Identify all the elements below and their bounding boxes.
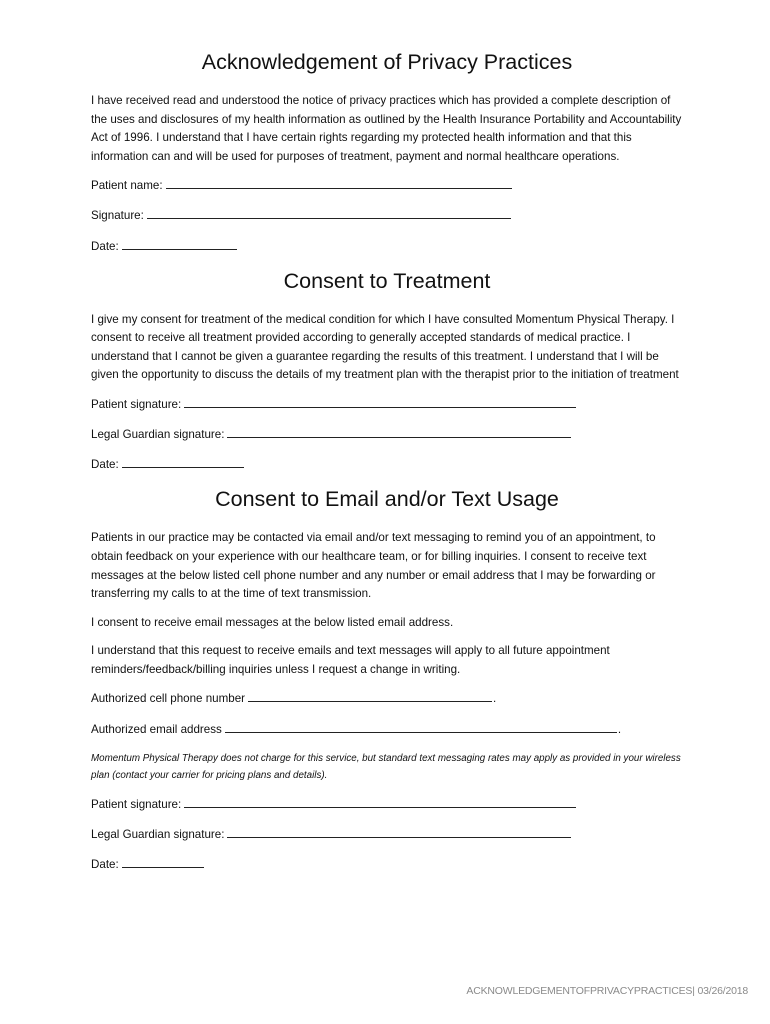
cell-phone-label: Authorized cell phone number [91, 692, 246, 706]
privacy-practices-title: Acknowledgement of Privacy Practices [201, 50, 573, 74]
email-text-paragraph-3: I understand that this request to receive emails and text messages will apply to all future appointment reminders/feedback/billing inquiries unless I request a change in writing. [91, 644, 610, 676]
email-guardian-signature-field[interactable] [91, 825, 683, 845]
treatment-date-label: Date: [91, 458, 119, 472]
cell-phone-trail: . [493, 692, 497, 706]
treatment-date-field[interactable] [91, 455, 683, 475]
privacy-practices-paragraph: I have received read and understood the notice of privacy practices which has provided a complete description of the uses and disclosures of my health information as outlined by the Health Insurance Portability and Accountability Act of 1996. I understand that I have certain rights regarding my protected health information and that this information can and will be used for purposes of treatment, payment and normal healthcare operations. [91, 94, 682, 163]
email-address-trail: . [617, 722, 622, 736]
email-address-field[interactable] [91, 720, 683, 740]
email-text-consent-title: Consent to Email and/or Text Usage [215, 487, 559, 512]
email-text-paragraph-1: Patients in our practice may be contacted via email and/or text messaging to remind you of an appointment, to obtain feedback on your experience with our healthcare team, or for billing inquiries. I consent to receive text messages at the below listed cell phone number and any number or email address that I may be forwarding or transferring my calls to at the time of text transmission. [91, 531, 656, 601]
treatment-patient-signature-blank[interactable] [184, 395, 576, 408]
privacy-practices-section [91, 48, 683, 256]
email-patient-signature-field[interactable] [91, 795, 683, 815]
treatment-date-blank[interactable] [122, 455, 244, 468]
email-date-field[interactable] [91, 855, 683, 875]
treatment-guardian-signature-field[interactable] [91, 425, 683, 445]
treatment-guardian-signature-blank[interactable] [227, 425, 571, 438]
patient-name-blank[interactable] [166, 176, 512, 189]
email-date-blank[interactable] [122, 855, 204, 868]
date-label: Date: [91, 239, 119, 253]
email-text-consent-section [91, 485, 683, 874]
email-patient-signature-label: Patient signature: [91, 797, 182, 811]
page-footer: ACKNOWLEDGEMENTOFPRIVACYPRACTICES| 03/26/2018 [466, 985, 748, 997]
treatment-patient-signature-label: Patient signature: [91, 398, 182, 412]
date-blank[interactable] [122, 237, 237, 250]
patient-name-field[interactable] [91, 176, 683, 196]
consent-treatment-section [91, 267, 683, 475]
consent-treatment-paragraph: I give my consent for treatment of the medical condition for which I have consulted Momentum Physical Therapy. I consent to receive all treatment provided according to generally accepted standards of medical practice. I understand that I cannot be given a guarantee regarding the results of this treatment. I understand that I will be given the opportunity to discuss the details of my treatment plan with the therapist prior to the initiation of treatment [91, 312, 679, 382]
email-text-paragraph-2: I consent to receive email messages at the below listed email address. [91, 615, 454, 629]
messaging-rates-note: Momentum Physical Therapy does not charge for this service, but standard text messaging rates may apply as provided in your wireless plan (contact your carrier for pricing plans and details). [91, 752, 681, 782]
email-address-label: Authorized email address [91, 722, 222, 736]
treatment-patient-signature-field[interactable] [91, 395, 683, 415]
cell-phone-field[interactable] [91, 689, 683, 709]
email-guardian-signature-label: Legal Guardian signature: [91, 827, 225, 841]
cell-phone-blank[interactable] [248, 689, 492, 702]
signature-field[interactable] [91, 206, 683, 226]
signature-label: Signature: [91, 209, 144, 223]
consent-treatment-title: Consent to Treatment [283, 268, 491, 293]
email-patient-signature-blank[interactable] [184, 795, 576, 808]
email-guardian-signature-blank[interactable] [227, 825, 571, 838]
patient-name-label: Patient name: [91, 179, 163, 193]
email-date-label: Date: [91, 857, 119, 871]
date-field[interactable] [91, 237, 683, 257]
signature-blank[interactable] [147, 206, 511, 219]
treatment-guardian-signature-label: Legal Guardian signature: [91, 428, 225, 442]
document-content [91, 48, 683, 885]
email-address-blank[interactable] [225, 720, 617, 733]
